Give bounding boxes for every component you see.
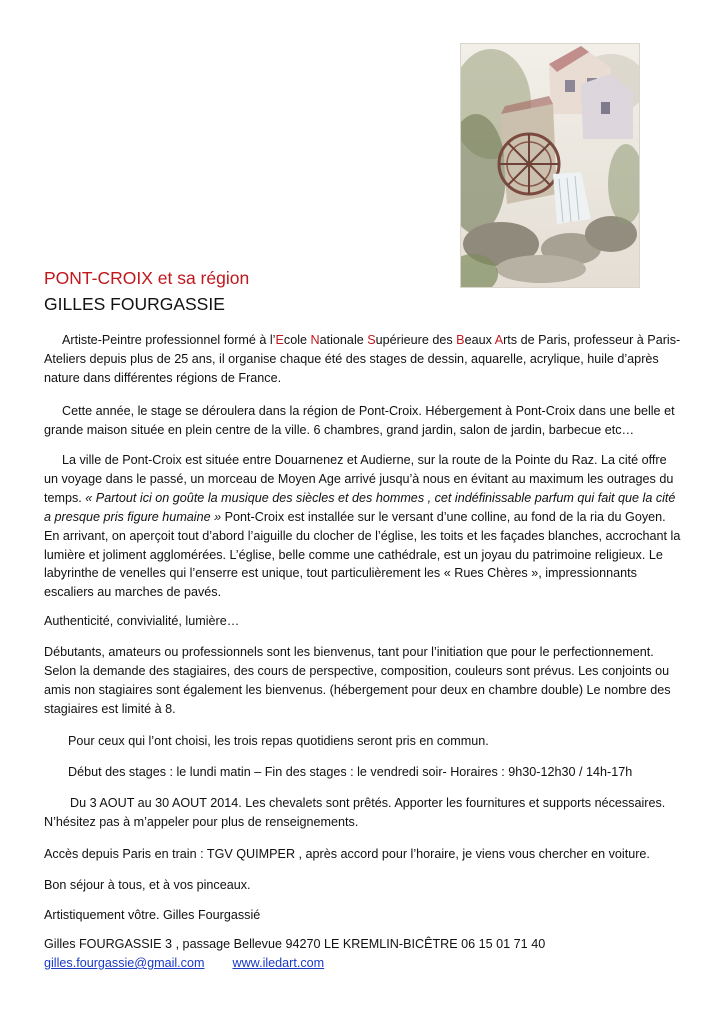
participants-paragraph — [44, 643, 684, 719]
town-intro-text: La ville de Pont-Croix est située entre Douarnenez et Audierne, sur la route de la Pointe du Raz. La cité offre un voyage dans le passé, un morceau de Moyen Age arrivé jusqu’à nous en évitant au maximum les outrages du temps. — [44, 453, 674, 505]
stage-location-text: Cette année, le stage se déroulera dans la région de Pont-Croix. Hébergement à Pont-Croix dans une belle et grande maison située en plein centre de la ville. 6 chambres, grand jardin, salon de jardin, barbecue etc… — [44, 404, 675, 437]
dates-text: Du 3 AOUT au 30 AOUT 2014. Les chevalets sont prêtés. Apporter les fournitures et supports nécessaires. N’hésitez pas à m’appeler pour plus de renseignements. — [44, 796, 666, 829]
meals-paragraph — [44, 732, 684, 751]
town-details-text: Pont-Croix est installée sur le versant d’une colline, au fond de la ria du Goyen. En arrivant, on aperçoit tout d’abord l’aiguille du clocher de l’église, les toits et les façades blanches, accrochant la lumière et joliment agglomérées. L’église, belle comme une cathédrale, est un joyau du patrimoine religieux. Le labyrinthe de venelles qui l’enserre est unique, tout particulièrement les « Rues Chères », impressionnants escaliers au marches de pavés. — [44, 509, 681, 600]
watercolor-mill-painting — [460, 43, 640, 288]
meals-text: Pour ceux qui l’ont choisi, les trois repas quotidiens seront pris en commun. — [68, 734, 489, 748]
dates-paragraph — [44, 794, 684, 832]
initial-s: S — [367, 333, 376, 347]
schedule-text: Début des stages : le lundi matin – Fin des stages : le vendredi soir- Horaires : 9h30-12h30 / 14h-17h — [68, 765, 633, 779]
greeting-paragraph — [44, 876, 684, 895]
tagline-paragraph — [44, 612, 684, 631]
intro-text-5: eaux — [464, 333, 495, 347]
contact-line: Gilles FOURGASSIE 3 , passage Bellevue 94270 LE KREMLIN-BICÊTRE 06 15 01 71 40 — [44, 937, 546, 951]
town-quote: « Partout ici on goûte la musique des siècles et des hommes , cet indéfinissable parfum qui fait que la cité a presque pris figure humaine » — [44, 490, 676, 524]
greeting-text: Bon séjour à tous, et à vos pinceaux. — [44, 878, 251, 892]
tagline-text: Authenticité, convivialité, lumière… — [44, 614, 240, 628]
intro-text-4: upérieure des — [375, 333, 457, 347]
signoff-text: Artistiquement vôtre. Gilles Fourgassié — [44, 908, 261, 922]
website-link[interactable]: www.iledart.com — [232, 956, 325, 970]
intro-text-6: rts de Paris, professeur à Paris-Ateliers depuis plus de 25 ans, il organise chaque été des stages de dessin, aquarelle, acrylique, huile d’après nature dans différentes régions de France. — [44, 333, 681, 385]
access-paragraph — [44, 845, 684, 864]
artist-name: GILLES FOURGASSIE — [44, 294, 225, 314]
contact-links — [44, 956, 324, 970]
stage-location-paragraph — [44, 402, 684, 440]
document-title: PONT-CROIX et sa région — [44, 268, 250, 288]
intro-text-2: cole — [283, 333, 311, 347]
initial-a: A — [494, 333, 504, 347]
initial-n: N — [310, 333, 320, 347]
schedule-paragraph — [44, 763, 684, 782]
email-link[interactable]: gilles.fourgassie@gmail.com — [44, 956, 205, 970]
initial-b: B — [456, 333, 465, 347]
signoff-paragraph — [44, 906, 684, 925]
town-description-paragraph — [44, 451, 684, 602]
initial-e: E — [275, 333, 284, 347]
intro-text-1: Artiste-Peintre professionnel formé à l’ — [62, 333, 276, 347]
access-text: Accès depuis Paris en train : TGV QUIMPER , après accord pour l’horaire, je viens vous chercher en voiture. — [44, 847, 650, 861]
intro-text-3: ationale — [319, 333, 368, 347]
painting-illustration — [461, 44, 639, 287]
participants-text: Débutants, amateurs ou professionnels sont les bienvenus, tant pour l’initiation que pour le perfectionnement. Selon la demande des stagiaires, des cours de perspective, composition, couleurs sont prévus. Les conjoints ou amis non stagiaires sont également les bienvenus. (hébergement pour deux en chambre double) Le nombre des stagiaires est limité à 8. — [44, 645, 671, 716]
intro-paragraph — [44, 331, 684, 388]
